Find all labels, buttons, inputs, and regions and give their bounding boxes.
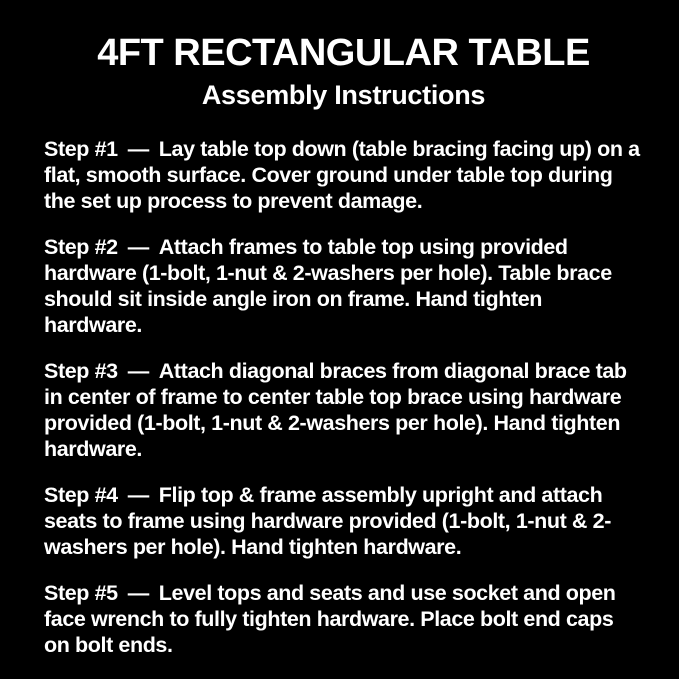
step-4-separator: — — [127, 483, 149, 508]
step-5-body: Level tops and seats and use socket and open face wrench to fully tighten hardware. Place bolt end caps on bolt ends. — [44, 581, 616, 658]
step-4-body: Flip top & frame assembly upright and attach seats to frame using hardware provided (1-bolt, 1-nut & 2-washers per hole). Hand tighten hardware. — [44, 483, 611, 560]
step-1-separator: — — [127, 137, 149, 162]
step-4-label: Step #4 — [44, 483, 118, 508]
step-5-label: Step #5 — [44, 581, 118, 606]
step-1-label: Step #1 — [44, 137, 118, 162]
page-subtitle: Assembly Instructions — [201, 79, 486, 110]
step-3-label: Step #3 — [44, 359, 118, 384]
step-3-body: Attach diagonal braces from diagonal brace tab in center of frame to center table top brace using hardware provided (1-bolt, 1-nut & 2-washers per hole). Hand tighten hardware. — [44, 359, 627, 462]
steps-list — [44, 136, 643, 658]
step-2-label: Step #2 — [44, 235, 118, 260]
step-3 — [44, 358, 643, 462]
step-2-separator: — — [127, 235, 149, 260]
step-2 — [44, 234, 643, 338]
page-title: 4FT RECTANGULAR TABLE — [97, 32, 590, 74]
step-4 — [44, 482, 643, 560]
step-5-separator: — — [127, 581, 149, 606]
step-1-body: Lay table top down (table bracing facing up) on a flat, smooth surface. Cover ground under table top during the set up process to prevent damage. — [44, 137, 640, 214]
step-5 — [44, 580, 643, 658]
step-2-body: Attach frames to table top using provided hardware (1-bolt, 1-nut & 2-washers per hole). Table brace should sit inside angle iron on frame. Hand tighten hardware. — [44, 235, 612, 338]
step-1 — [44, 136, 643, 214]
step-3-separator: — — [127, 359, 149, 384]
